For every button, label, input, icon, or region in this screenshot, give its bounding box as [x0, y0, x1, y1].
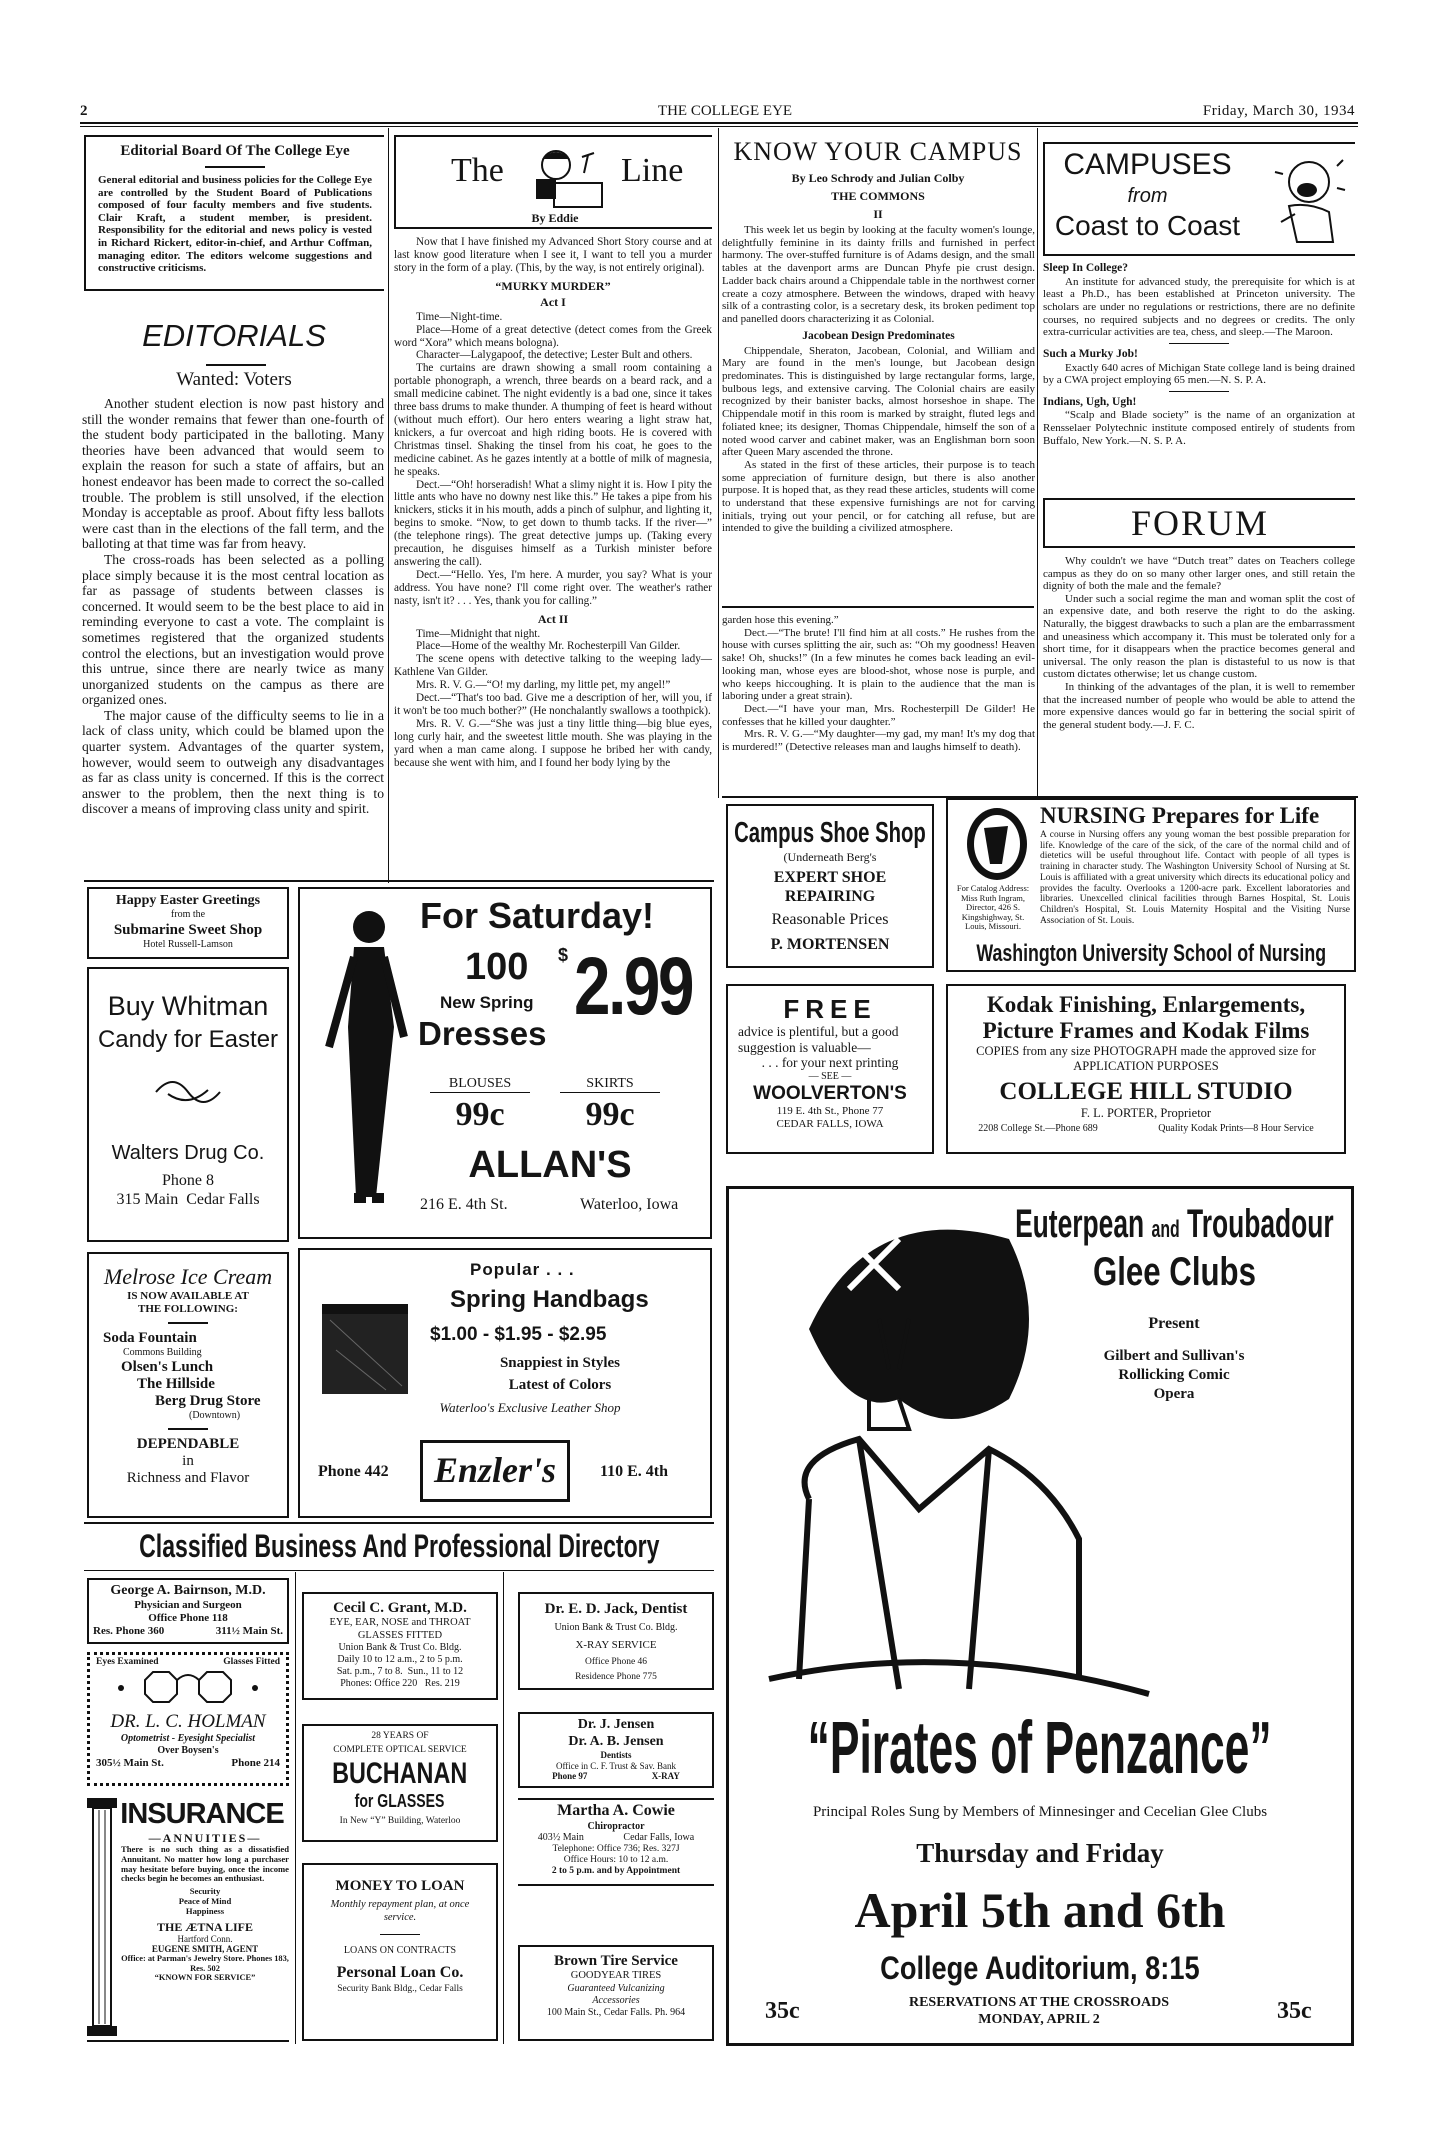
ad-line: —ANNUITIES—: [148, 1831, 262, 1845]
the-line-title-left: The: [451, 152, 504, 189]
issue-date: Friday, March 30, 1934: [1202, 103, 1355, 119]
location-note: (Downtown): [189, 1410, 241, 1421]
ad-line: REPAIRING: [784, 888, 876, 905]
address: 110 E. 4th: [600, 1463, 669, 1480]
section-rule: [84, 1522, 714, 1524]
ad-item: Dresses: [418, 1015, 547, 1052]
card-line: Accessories: [592, 1994, 640, 2006]
brown-tire-card: [518, 1945, 714, 2041]
paragraph: Now that I have finished my Advanced Short Story course and at last know good literature when I see it, I want to tell you a murder story in the form of a play. (This, by the way, is not entirely original).: [394, 236, 712, 274]
card-line: Optometrist - Eyesight Specialist: [120, 1733, 256, 1744]
card-line: 2 to 5 p.m. and by Appointment: [551, 1865, 681, 1876]
paragraph: The scene opens with detective talking to the weeping lady—Kathlene Van Gilder.: [394, 653, 712, 679]
card-line: Glasses Fitted: [223, 1657, 280, 1667]
paragraph: Dect.—“Oh! horseradish! What a slimy night it is. How I pity the little ants who have no downy nest like this.” He takes a pipe from his knickers, sticks it in his mouth, adds a pinch of sulphur, and lighting it, begins to smoke. “Now, to get down to thumb tacks. If the river—” (the telephone rings). The great detective jumps up. (Taking every precaution, he disguises himself as a Turkish minister before answering the call).: [394, 478, 712, 568]
card-line: 28 YEARS OF: [371, 1731, 429, 1741]
editorial-body: [82, 396, 384, 817]
item-heading: Indians, Ugh, Ugh!: [1043, 395, 1137, 408]
paragraph: Dect.—“Hello. Yes, I'm here. A murder, you say? What is your address. You have none? I'll come right over. The weather's rather nasty, isn't it? . . . Yes, thank you for calling.”: [394, 568, 712, 607]
header-rule-2: [80, 126, 1358, 127]
melrose-ice-cream-ad: [87, 1252, 289, 1518]
column-rule: [718, 128, 719, 798]
location: Berg Drug Store: [155, 1393, 261, 1409]
ticket-price: 35c: [765, 1998, 800, 2024]
card-line: Chiropractor: [587, 1820, 645, 1832]
ad-title: NURSING Prepares for Life: [1040, 803, 1320, 828]
card-line: LOANS ON CONTRACTS: [343, 1945, 457, 1956]
divider: [206, 364, 266, 366]
buchanan-optical-card: [302, 1724, 498, 1842]
paragraph: This week let us begin by looking at the faculty women's lounge, delightfully feminine in its dainty frills and furnished in perfect harmony. The over-stuffed furniture is of Adams design, and the small tables at the davenport arms are Duncan Phyfe pie crust design. Ladder back chairs around a Chippendale table in the northwest corner create a cozy atmosphere. Between the windows, draped with heavy silk of a contrasting color, is a secretary desk, its broken pediment top and panelled doors characterizing it as Colonial.: [722, 224, 1035, 325]
ad-line: COPIES from any size PHOTOGRAPH made the approved size for APPLICATION PURPOSES: [976, 1044, 1316, 1073]
ad-line: Submarine Sweet Shop: [113, 922, 263, 938]
ad-prices: $1.00 - $1.95 - $2.95: [430, 1324, 607, 1345]
ad-line: advice is plentiful, but a good suggestion is valuable—: [738, 1024, 899, 1055]
ad-line: Gilbert and Sullivan's: [1103, 1348, 1245, 1364]
ribbon-flourish-icon: [148, 1072, 228, 1112]
paragraph: In thinking of the advantages of the plan, it is well to remember that the increased number of people who would be able to attend the more expensive dances would go far in bettering the social spirit of the general student body.—J. F. C.: [1043, 680, 1355, 731]
ad-line: Rollicking Comic: [1118, 1367, 1230, 1383]
campus-byline: By Leo Schrody and Julian Colby: [791, 171, 965, 185]
ad-title: Campus Shoe Shop: [734, 817, 926, 849]
card-line: Res. Phone 360: [93, 1624, 165, 1637]
card-line: Office Phone 46: [584, 1657, 648, 1667]
ad-line: Happy Easter Greetings: [115, 893, 261, 908]
card-line: 311½ Main St.: [215, 1624, 283, 1637]
forum-body: [1043, 555, 1355, 731]
campuses-body: [1043, 262, 1355, 448]
city: CEDAR FALLS, IOWA: [776, 1117, 884, 1130]
card-line: Telephone: Office 736; Res. 327J: [552, 1843, 680, 1854]
column-rule: [388, 128, 389, 883]
editorial-title: Wanted: Voters: [176, 369, 292, 390]
ad-line: Richness and Flavor: [126, 1470, 250, 1486]
paragraph: Chippendale, Sheraton, Jacobean, Colonial, and William and Mary are found in the men's lounge, but Jacobean design predominates. This is distinguished by large rectangular forms, large, bulbous legs, and extensive carving. The Colonial chairs are easily recognized by their banister backs, almost horseshoe in shape. The Chippendale motif in this room is marked by straight, fluted legs and foliated knee; its designer, Thomas Chippendale, himself the son of a noted wood carver and cabinet maker, was an Englishman born soon after Queen Mary ascended the throne.: [722, 344, 1035, 459]
ad-line: (Underneath Berg's: [783, 850, 877, 864]
roles-line: Principal Roles Sung by Members of Minnesinger and Cecelian Glee Clubs: [812, 1804, 1268, 1820]
enzlers-handbags-ad: [298, 1248, 712, 1518]
column-pillar-icon: [87, 1798, 117, 2036]
page-number: 2: [80, 103, 88, 119]
location-note: Commons Building: [123, 1347, 202, 1358]
ad-line: in: [182, 1453, 194, 1469]
card-name: Martha A. Cowie: [557, 1802, 675, 1819]
ad-line: Kodak Finishing, Enlargements,: [986, 992, 1306, 1017]
campus-subtitle: THE COMMONS: [831, 189, 925, 203]
paragraph: Dect.—“I have your man, Mrs. Rochesterpill De Gilder! He confesses that he killed your daughter.”: [722, 702, 1035, 728]
header-rule: [80, 122, 1358, 124]
paragraph: Mrs. R. V. G.—“My daughter—my gad, my man! It's my dog that is murdered!” (Detective releases man and laughs himself to death).: [722, 728, 1035, 754]
holman-card: [87, 1652, 289, 1786]
ad-line: Candy for Easter: [97, 1026, 279, 1053]
present-label: Present: [1148, 1315, 1200, 1332]
performance-days: Thursday and Friday: [916, 1838, 1164, 1868]
card-line: Office Hours: 10 to 12 a.m.: [563, 1854, 669, 1865]
paragraph: An institute for advanced study, the prerequisite for which is at least a Ph.D., has been established at Princeton university. The scholars are under no regulations or restrictions, there are no definite courses, no required subjects and no degrees or credits. The only extra-curricular activities are tea, chess, and sleep.—The Maroon.: [1043, 275, 1355, 339]
jack-dentist-card: [518, 1592, 714, 1690]
paragraph: Dect.—“That's too bad. Give me a description of her, will you, if it won't be too much bother?” (He nonchalantly swallows a toothpick).: [394, 692, 712, 717]
ad-line: DEPENDABLE: [136, 1436, 240, 1452]
paragraph: Character—Lalygapoof, the detective; Lester Bult and others.: [416, 349, 693, 362]
paragraph: Place—Home of a great detective (detect comes from the Greek word “Xora” which means bologna).: [394, 323, 712, 349]
store-name: WOOLVERTON'S: [753, 1082, 907, 1104]
campus-body: [722, 224, 1035, 535]
ad-title: FREE: [783, 994, 877, 1024]
catalog-address: For Catalog Address: Miss Ruth Ingram, Director, 426 S. Kingshighway, St. Louis, Missouri.: [956, 883, 1030, 932]
card-name: Dr. E. D. Jack, Dentist: [544, 1601, 688, 1617]
college-hill-studio-ad: [946, 984, 1346, 1154]
ad-headline: Spring Handbags: [450, 1286, 649, 1313]
card-name: Cecil C. Grant, M.D.: [333, 1600, 467, 1616]
card-line: Office Phone 118: [148, 1611, 228, 1624]
card-line: GOODYEAR TIRES: [570, 1970, 662, 1981]
card-name: MONEY TO LOAN: [335, 1878, 465, 1894]
ticket-price: 35c: [1277, 1998, 1312, 2024]
play-title: “MURKY MURDER”: [495, 278, 611, 293]
address: 2208 College St.—Phone 689: [978, 1122, 1098, 1134]
ad-line: Hartford Conn.: [177, 1933, 233, 1944]
aetna-insurance-ad: [87, 1798, 289, 2042]
campus-subhead: Jacobean Design Predominates: [802, 329, 955, 342]
phone: Phone 442: [318, 1463, 389, 1480]
card-name: Brown Tire Service: [554, 1953, 678, 1969]
card-line: Sat. p.m., 7 to 8. Sun., 11 to 12: [336, 1666, 464, 1677]
masthead-title: THE COLLEGE EYE: [657, 103, 793, 119]
school-name: Washington University School of Nursing: [976, 940, 1326, 967]
card-line: Over Boysen's: [157, 1745, 219, 1756]
paragraph: Mrs. R. V. G.—“She was just a tiny little thing—big blue eyes, long curly hair, and the sweetest little mouth. She was playing in the yard when a man came along. I suppose he bribed her with candy, because she went with him, and I found her body lying by the: [394, 717, 712, 769]
ad-line: Reasonable Prices: [771, 911, 889, 928]
editorial-board-title: Editorial Board Of The College Eye: [120, 143, 350, 159]
campuses-header: [1043, 142, 1355, 256]
category-price: 99c: [585, 1096, 635, 1133]
ad-line: Latest of Colors: [508, 1377, 612, 1393]
column-rule: [295, 1572, 296, 2044]
ad-line: New Spring: [440, 993, 534, 1012]
ad-line: EXPERT SHOE: [773, 869, 887, 886]
nursing-ad: [946, 798, 1356, 972]
campuses-title: CAMPUSES: [1063, 148, 1232, 181]
buchanan-logo: BUCHANAN: [332, 1757, 468, 1790]
card-line: EYE, EAR, NOSE and THROAT: [329, 1617, 471, 1628]
location: The Hillside: [137, 1376, 215, 1392]
venue: College Auditorium, 8:15: [880, 1950, 1200, 1986]
service: Quality Kodak Prints—8 Hour Service: [1158, 1122, 1314, 1134]
ad-title: INSURANCE: [120, 1798, 284, 1830]
cowie-chiropractor-card: [518, 1798, 714, 1886]
ad-count: 100: [465, 946, 529, 988]
ad-title: Melrose Ice Cream: [103, 1264, 273, 1289]
card-line: COMPLETE OPTICAL SERVICE: [333, 1745, 467, 1755]
ad-line: P. MORTENSEN: [770, 936, 890, 953]
ad-line: . . . for your next printing: [761, 1055, 899, 1070]
glee-clubs: Glee Clubs: [1092, 1250, 1256, 1294]
card-line: 403½ Main: [537, 1832, 584, 1843]
store-address: 216 E. 4th St.: [420, 1196, 508, 1213]
forum-header: [1043, 498, 1355, 548]
paragraph: garden hose this evening.”: [722, 614, 839, 626]
paragraph: Why couldn't we have “Dutch treat” dates on Teachers college campus as they do on so many other larger ones, and still retain the dignity of both the male and the female?: [1043, 555, 1355, 593]
club-name: Euterpean: [1014, 1202, 1144, 1246]
section-rule: [722, 606, 1034, 608]
ad-line: “KNOWN FOR SERVICE”: [154, 1973, 256, 1983]
act-heading: Act I: [540, 294, 566, 309]
ad-line: Popular . . .: [470, 1260, 575, 1279]
laughing-cartoon-icon: [1267, 152, 1347, 248]
jensen-dentists-card: [518, 1712, 714, 1788]
card-line: 305½ Main St.: [96, 1757, 164, 1769]
ad-line: Office: at Parman's Jewelry Store. Phones 183, Res. 502: [121, 1953, 289, 1973]
act-heading: Act II: [537, 611, 569, 626]
reservations: RESERVATIONS AT THE CROSSROADS: [908, 1995, 1170, 2010]
card-line: Monthly repayment plan, at once service.: [330, 1899, 470, 1923]
paragraph: Mrs. R. V. G.—“O! my darling, my little pet, my angel!”: [416, 679, 671, 692]
buchanan-logo-sub: for GLASSES: [355, 1791, 445, 1811]
ad-text: There is no such thing as a dissatisfied Annuitant. No matter how long a purchaser may hesitate before buying, once the income checks begin he becomes an enthusiast.: [121, 1844, 289, 1884]
pirates-of-penzance-ad: [726, 1186, 1354, 2046]
paragraph: “Scalp and Blade society” is the name of an organization at Rensselaer Polytechnic institute composed entirely of students from Buffalo, New York.—N. S. P. A.: [1043, 409, 1355, 447]
category-price: 99c: [455, 1096, 505, 1133]
ad-line: Phone 8: [162, 1172, 214, 1189]
personal-loan-card: [302, 1863, 498, 2041]
allans-dresses-ad: [298, 887, 712, 1239]
card-line: Residence Phone 775: [575, 1672, 657, 1682]
reservations-date: MONDAY, APRIL 2: [978, 2012, 1100, 2027]
card-line: Guaranteed Vulcanizing: [567, 1982, 665, 1994]
card-line: Union Bank & Trust Co. Bldg.: [338, 1642, 462, 1653]
ad-headline: For Saturday!: [420, 895, 655, 936]
card-line: Phones: Office 220 Res. 219: [340, 1678, 460, 1689]
ad-line: Walters Drug Co.: [111, 1142, 265, 1164]
the-line-header: [394, 135, 712, 229]
ad-line: Waterloo's Exclusive Leather Shop: [439, 1400, 621, 1415]
company-name: THE ÆTNA LIFE: [156, 1919, 254, 1934]
paragraph: Time—Midnight that night.: [416, 627, 541, 640]
the-line-continued: [722, 614, 1035, 754]
column-rule: [503, 1572, 504, 2044]
ad-line: from the: [170, 909, 206, 920]
company-name: Personal Loan Co.: [336, 1964, 464, 1981]
location: Soda Fountain: [103, 1330, 197, 1346]
store-name: ALLAN'S: [468, 1144, 632, 1186]
card-line: Phone 97: [552, 1771, 588, 1781]
editorial-board-box: [84, 135, 384, 291]
paragraph: Exactly 640 acres of Michigan State college land is being drained by a CWA project employing 65 men.—N. S. P. A.: [1043, 361, 1355, 387]
ad-line: Snappiest in Styles: [499, 1355, 621, 1371]
card-line: GLASSES FITTED: [357, 1629, 443, 1641]
item-heading: Such a Murky Job!: [1043, 348, 1138, 361]
conjunction: and: [1151, 1216, 1180, 1243]
paragraph: Dect.—“The brute! I'll find him at all costs.” He rushes from the house with curses splitting the air, such as: “Oh my goodness! Heaven sake! Oh, shucks!” (In a few minutes he comes back leading an evil-looking man, whose eyes are blood-shot, whose nose is purple, and who keeps hiccoughing. It is plain to the audience that the man is laboring under a great strain).: [722, 626, 1035, 703]
forum-title: FORUM: [1130, 503, 1270, 543]
directory-title: Classified Business And Professional Directory: [138, 1528, 660, 1564]
handbag-illustration: [316, 1290, 416, 1400]
proprietor: F. L. PORTER, Proprietor: [1080, 1106, 1212, 1120]
card-line: Phone 214: [231, 1757, 280, 1769]
card-line: Cedar Falls, Iowa: [623, 1832, 695, 1843]
nurse-portrait-icon: [962, 806, 1032, 882]
card-line: Dentists: [600, 1750, 632, 1760]
ad-line: Hotel Russell-Lamson: [143, 939, 233, 950]
card-line: Eyes Examined: [96, 1657, 159, 1667]
agent: EUGENE SMITH, AGENT: [151, 1943, 259, 1954]
editorials-heading: EDITORIALS: [142, 318, 326, 353]
ad-text: A course in Nursing offers any young woman the best possible preparation for life. Knowledge of the care of the sick, of the care of the normal child and of dietetics will be useful throughout life. Contact with people of all types is training in character study. The Washington University School of Nursing at St. Louis is affiliated with a great university which directs its educational policy and provides the faculty. Overlooks a 1200-acre park. Excellent laboratories and libraries. Unexcelled clinical facilities through Barnes Hospital, St. Louis Children's Hospital, St. Louis Maternity Hospital and the Visiting Nurse Association of St. Louis.: [1040, 830, 1350, 926]
location: Olsen's Lunch: [121, 1359, 214, 1375]
bairnson-card: [87, 1578, 289, 1644]
card-name: Dr. A. B. Jensen: [568, 1733, 664, 1749]
paragraph: The cross-roads has been selected as a polling place simply because it is the most central location as far as passage of students between classes is concerned. It would seem to be the best place to aid in reminding everyone to cast a vote. The complaint is sometimes registered that the organized students control the elections, but an investigation would prove this untrue, since there are nearly twice as many unorganized students on the campus as there are organized ones.: [82, 551, 384, 708]
ad-line: Opera: [1153, 1386, 1195, 1402]
campus-part: II: [873, 207, 883, 221]
woolvertons-printing-ad: [726, 984, 934, 1154]
grant-card: [302, 1592, 498, 1700]
paragraph: Time—Night-time.: [416, 310, 503, 323]
typist-cartoon-icon: [526, 143, 606, 211]
card-line: X-RAY: [651, 1771, 680, 1781]
card-name: DR. L. C. HOLMAN: [110, 1711, 266, 1732]
campuses-subtitle: Coast to Coast: [1054, 210, 1241, 241]
card-name: Dr. J. Jensen: [577, 1717, 655, 1732]
paragraph: Another student election is now past history and still the wonder remains that fewer than one-fourth of the student body participated in the balloting. Many theories have been advanced that would seem to explain the reason for such a state of affairs, but an honest endeavor has been made to correct the so-called trouble. The problem is still unsolved, if the election Monday is acceptable as proof. About fifty less ballots were cast than in the elections of the fall term, and the balloting at that time was far from heavy.: [82, 396, 384, 552]
enzlers-logo: Enzler's: [420, 1440, 570, 1502]
paragraph: As stated in the first of these articles, their purpose is to teach some appreciation of furniture design, but there is also another purpose. It is hoped that, as they read these articles, students will come to understand that these expensive furnishings are not for carving initials, trying out your pencil, or for catching all refuse, but are intended to give the building a civilized atmosphere.: [722, 458, 1035, 535]
card-line: Union Bank & Trust Co. Bldg.: [554, 1622, 678, 1633]
ad-line: Picture Frames and Kodak Films: [982, 1018, 1310, 1043]
performance-dates: April 5th and 6th: [854, 1882, 1226, 1938]
ad-line: IS NOW AVAILABLE AT THE FOLLOWING:: [127, 1290, 249, 1315]
know-your-campus-title: KNOW YOUR CAMPUS: [733, 137, 1023, 166]
card-line: Daily 10 to 12 a.m., 2 to 5 p.m.: [337, 1654, 463, 1665]
section-rule: [84, 1570, 714, 1571]
woman-in-dress-illustration: [314, 897, 414, 1217]
item-heading: Sleep In College?: [1043, 262, 1128, 274]
eyeglasses-icon: [113, 1668, 263, 1706]
card-line: 100 Main St., Cedar Falls. Ph. 964: [546, 2006, 686, 2018]
the-line-byline: By Eddie: [531, 211, 579, 225]
category-label: SKIRTS: [560, 1075, 660, 1093]
ad-currency: $: [558, 945, 569, 965]
paragraph: The major cause of the difficulty seems to lie in a lack of class unity, which could be blamed upon the quarter system. Advantages of the quarter system, however, would seem to outweigh any disadvantages as far as class unity is concerned. If this is the correct answer to the problem, then the next thing is to discover a means of improving class unity and spirit.: [82, 707, 384, 817]
the-line-title-right: Line: [621, 152, 684, 189]
paragraph: Under such a social regime the man and woman split the cost of an expensive date, and both reserve the right to do the asking. Naturally, the biggest drawbacks to such a plan are the embarrassment and uneasiness which accompany it. This must be tolerated only for a short time, for it disappears when the practice becomes general and universal. The only reason the plan is distasteful to us now is that custom dictates otherwise; let us change custom.: [1043, 592, 1355, 681]
ad-line: Security: [189, 1886, 221, 1897]
opera-title: “Pirates of Penzance”: [808, 1706, 1272, 1789]
address: 119 E. 4th St., Phone 77: [776, 1104, 884, 1117]
paragraph: Place—Home of the wealthy Mr. Rochesterpill Van Gilder.: [416, 640, 681, 653]
card-line: X-RAY SERVICE: [575, 1639, 657, 1651]
card-line: Physician and Surgeon: [134, 1599, 242, 1611]
ad-line: Buy Whitman: [107, 991, 269, 1021]
column-rule: [1037, 128, 1038, 798]
card-line: Security Bank Bldg., Cedar Falls: [337, 1984, 463, 1994]
studio-name: COLLEGE HILL STUDIO: [999, 1078, 1293, 1105]
whitman-candy-ad: [87, 967, 289, 1242]
section-rule: [84, 880, 714, 882]
ad-line: — SEE —: [808, 1070, 852, 1082]
ad-line: 315 Main Cedar Falls: [116, 1191, 260, 1208]
campuses-from: from: [1127, 185, 1168, 207]
ad-line: Peace of Mind: [178, 1895, 232, 1906]
ad-line: Happiness: [185, 1905, 225, 1916]
the-line-body: [394, 236, 712, 770]
store-city: Waterloo, Iowa: [580, 1196, 679, 1213]
card-line: Office in C. F. Trust & Sav. Bank: [555, 1760, 677, 1771]
easter-greetings-ad: [87, 887, 289, 959]
ad-price: 2.99: [574, 941, 693, 1032]
club-name: Troubadour: [1186, 1202, 1334, 1246]
category-label: BLOUSES: [430, 1075, 530, 1093]
card-line: In New “Y” Building, Waterloo: [339, 1816, 461, 1826]
editorial-board-text: General editorial and business policies for the College Eye are controlled by the Student Board of Publications composed of four faculty members and five students. Clair Kraft, a student member, is president. Responsibility for the editorial and news policy is vested in Richard Rickert, editor-in-chief, and Arthur Coffman, managing editor. The editors welcome suggestions and constructive criticisms.: [98, 174, 372, 275]
card-name: George A. Bairnson, M.D.: [110, 1583, 266, 1598]
paragraph: The curtains are drawn showing a small room containing a portable phonograph, a wrench, three beards on a beard rack, and a small medicine cabinet. The night evidently is a bad one, since it takes three bass drums to make thunder. A thumping of feet is heard without (without much effort). Our hero enters wearing a light straw hat, knickers, a fur overcoat and high riding boots. He is covered with Christmas tinsel. Shaking the tinsel from his coat, he goes to the medicine cabinet. As he gazes intently at a bottle of milk of magnesia, he speaks.: [394, 362, 712, 478]
